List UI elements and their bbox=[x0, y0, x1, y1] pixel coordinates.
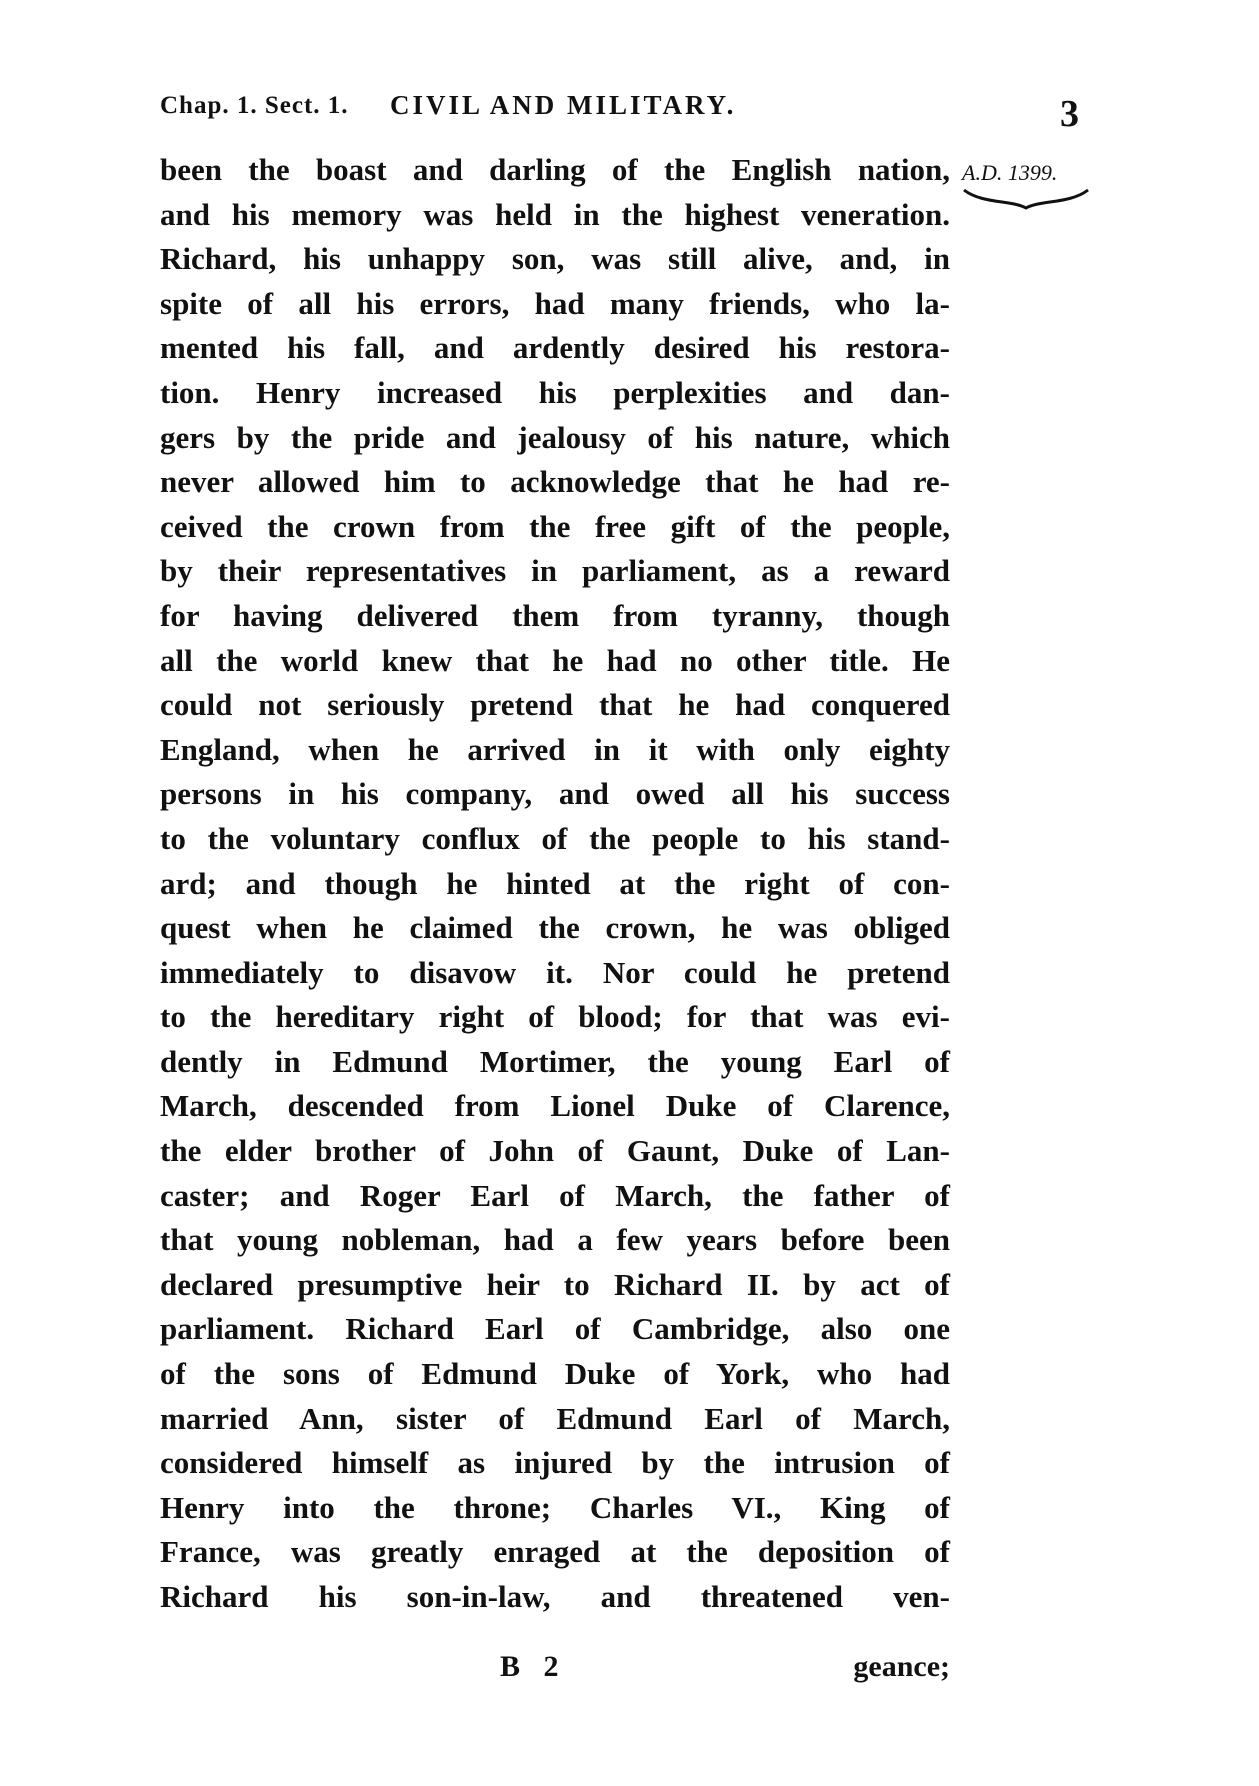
body-line: to the hereditary right of blood; for that was evi- bbox=[160, 999, 950, 1035]
body-line: mented his fall, and ardently desired his restora- bbox=[160, 330, 950, 366]
body-line: the elder brother of John of Gaunt, Duke of Lan- bbox=[160, 1133, 950, 1169]
body-line: spite of all his errors, had many friends, who la- bbox=[160, 285, 950, 321]
margin-brace-icon bbox=[962, 186, 1090, 212]
body-line: and his memory was held in the highest veneration. bbox=[160, 196, 950, 232]
body-line: France, was greatly enraged at the deposition of bbox=[160, 1534, 950, 1570]
body-line: that young nobleman, had a few years before been bbox=[160, 1222, 950, 1258]
body-line: Henry into the throne; Charles VI., King of bbox=[160, 1489, 950, 1525]
page-number: 3 bbox=[1060, 93, 1079, 135]
body-line: for having delivered them from tyranny, though bbox=[160, 597, 950, 633]
body-line: of the sons of Edmund Duke of York, who had bbox=[160, 1356, 950, 1392]
margin-date-note: A.D. 1399. bbox=[962, 160, 1058, 185]
running-head bbox=[160, 82, 1060, 122]
running-head-title: CIVIL AND MILITARY. bbox=[390, 90, 737, 120]
body-line: March, descended from Lionel Duke of Clarence, bbox=[160, 1088, 950, 1124]
body-text bbox=[160, 148, 950, 1620]
body-line: all the world knew that he had no other title. He bbox=[160, 642, 950, 678]
body-line: declared presumptive heir to Richard II. by act of bbox=[160, 1266, 950, 1302]
chapter-section-label: Chap. 1. Sect. 1. bbox=[160, 92, 349, 119]
body-line: immediately to disavow it. Nor could he pretend bbox=[160, 954, 950, 990]
body-line: caster; and Roger Earl of March, the father of bbox=[160, 1177, 950, 1213]
body-line: married Ann, sister of Edmund Earl of March, bbox=[160, 1400, 950, 1436]
body-line: persons in his company, and owed all his success bbox=[160, 776, 950, 812]
body-line: never allowed him to acknowledge that he had re- bbox=[160, 464, 950, 500]
signature-mark: B 2 bbox=[500, 1650, 567, 1683]
body-line: Richard, his unhappy son, was still alive, and, in bbox=[160, 241, 950, 277]
body-line: been the boast and darling of the English nation, bbox=[160, 152, 950, 187]
body-line: dently in Edmund Mortimer, the young Earl of bbox=[160, 1043, 950, 1079]
body-line: considered himself as injured by the intrusion of bbox=[160, 1445, 950, 1481]
catchword: geance; bbox=[853, 1650, 950, 1683]
body-line: ceived the crown from the free gift of the people, bbox=[160, 508, 950, 544]
body-line: England, when he arrived in it with only eighty bbox=[160, 731, 950, 767]
body-line: to the voluntary conflux of the people to his stand- bbox=[160, 820, 950, 856]
body-line: gers by the pride and jealousy of his nature, which bbox=[160, 419, 950, 455]
body-line: parliament. Richard Earl of Cambridge, also one bbox=[160, 1311, 950, 1347]
body-line: quest when he claimed the crown, he was obliged bbox=[160, 910, 950, 946]
body-line: could not seriously pretend that he had conquered bbox=[160, 687, 950, 723]
body-line: Richard his son-in-law, and threatened ven- bbox=[160, 1579, 950, 1614]
page-footer bbox=[160, 1650, 950, 1690]
body-line: tion. Henry increased his perplexities and dan- bbox=[160, 374, 950, 410]
body-line: ard; and though he hinted at the right of con- bbox=[160, 865, 950, 901]
body-line: by their representatives in parliament, as a reward bbox=[160, 553, 950, 589]
